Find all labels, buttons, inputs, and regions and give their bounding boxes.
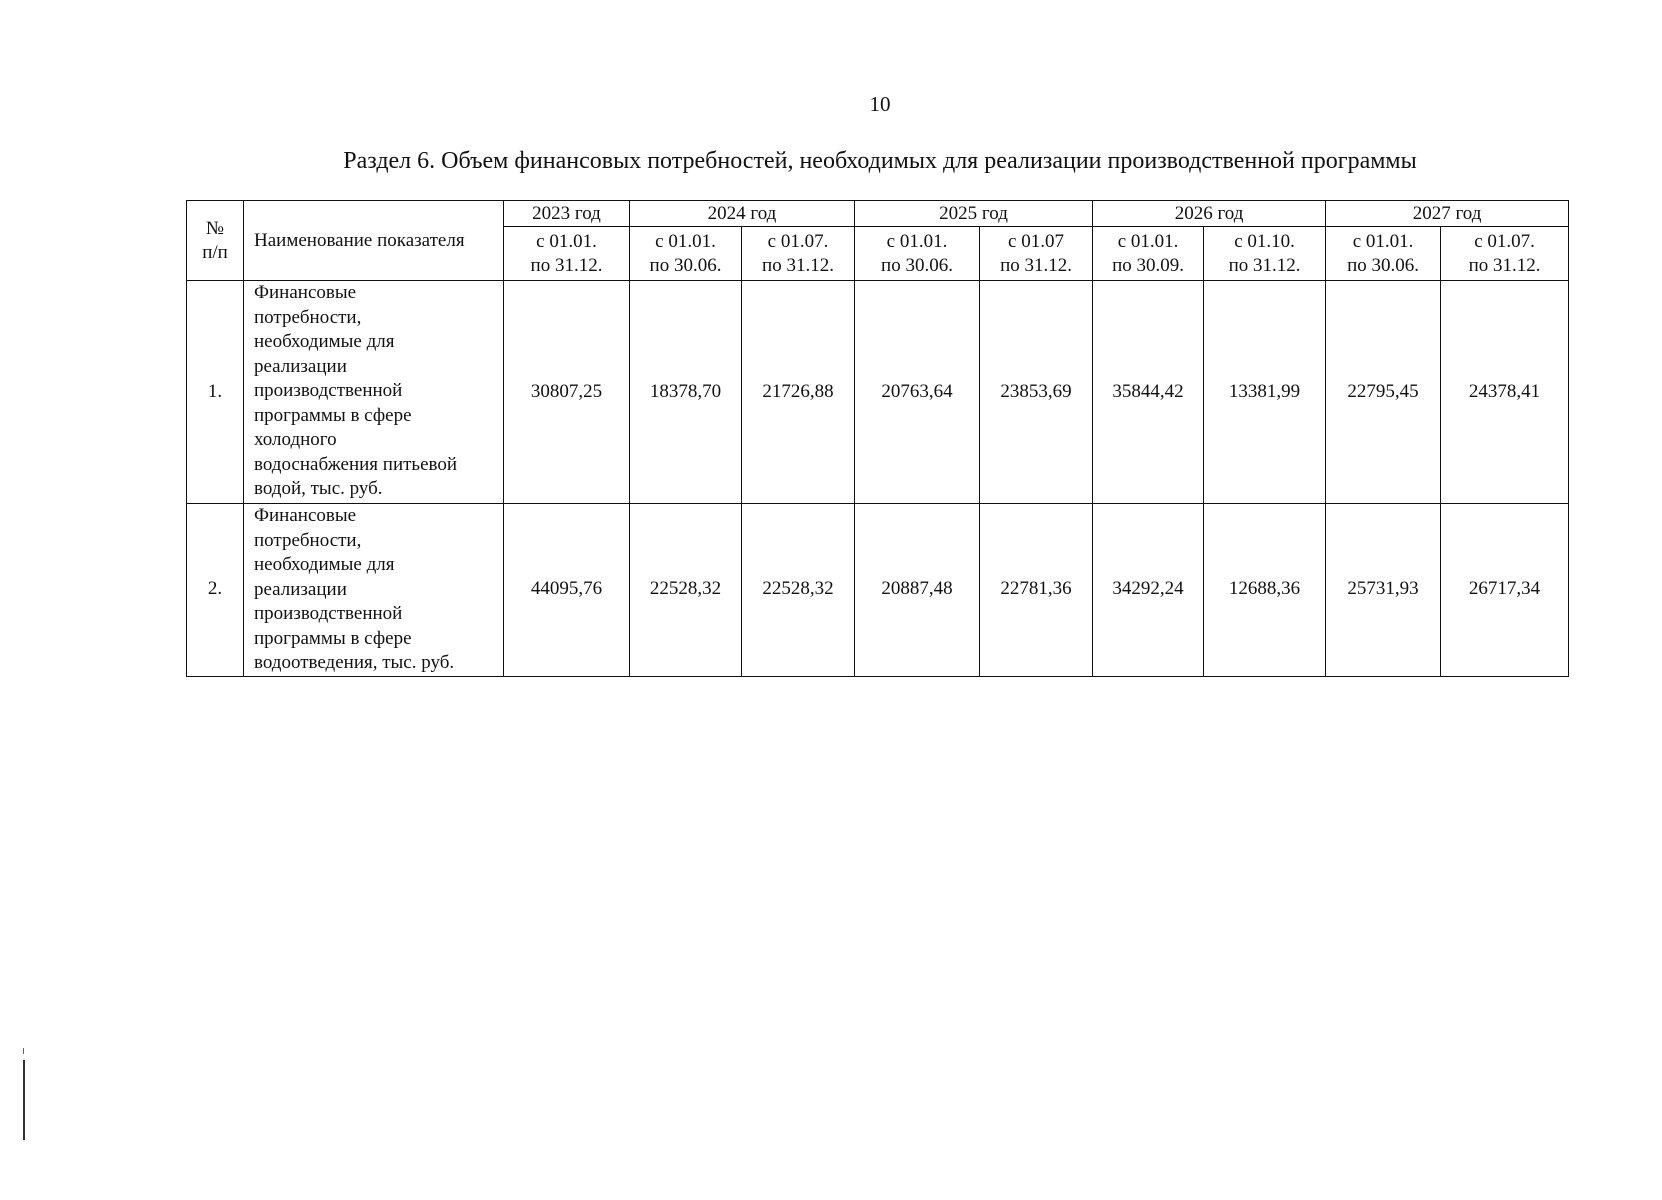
scan-margin-line xyxy=(23,1060,25,1140)
period-start: с 01.01. xyxy=(536,230,597,252)
indicator-name-line: холодного xyxy=(254,429,337,450)
indicator-name-line: реализации xyxy=(254,578,347,600)
value-cell: 26717,34 xyxy=(1441,504,1569,677)
period-start: с 01.07 xyxy=(1008,230,1064,252)
row-number: 1. xyxy=(187,281,244,504)
period-start: с 01.01. xyxy=(1352,230,1414,252)
period-start: с 01.07. xyxy=(767,230,829,252)
indicator-name-column-header: Наименование показателя xyxy=(244,201,504,281)
indicator-name-line: реализации xyxy=(254,355,347,377)
value-cell: 22795,45 xyxy=(1326,281,1441,504)
value-cell: 13381,99 xyxy=(1204,281,1326,504)
value-cell: 18378,70 xyxy=(630,281,742,504)
period-header xyxy=(1093,227,1204,281)
number-header-line: № xyxy=(205,217,225,239)
value-cell: 12688,36 xyxy=(1204,504,1326,677)
indicator-name-line: потребности, xyxy=(254,306,362,328)
year-header-2027: 2027 год xyxy=(1326,201,1569,227)
table-row xyxy=(187,281,1569,504)
number-column-header xyxy=(187,201,244,281)
period-header xyxy=(1441,227,1569,281)
period-start: с 01.01. xyxy=(886,230,948,252)
value-cell: 22528,32 xyxy=(630,504,742,677)
period-header xyxy=(630,227,742,281)
indicator-name-line: производственной xyxy=(254,603,403,624)
period-end: по 30.06. xyxy=(881,254,953,276)
indicator-name-line: потребности, xyxy=(254,529,362,551)
indicator-name-line: программы в сфере xyxy=(254,404,412,426)
period-end: по 31.12. xyxy=(1000,254,1072,276)
year-header-row xyxy=(187,201,1569,227)
period-end: по 31.12. xyxy=(1468,254,1541,276)
period-end: по 31.12. xyxy=(762,254,834,276)
table-row xyxy=(187,504,1569,677)
indicator-name xyxy=(244,504,504,677)
indicator-name xyxy=(244,281,504,504)
financial-needs-table-container xyxy=(186,200,1548,677)
value-cell: 35844,42 xyxy=(1093,281,1204,504)
scan-margin-mark xyxy=(23,1048,24,1054)
period-end: по 30.06. xyxy=(1347,254,1419,276)
value-cell: 21726,88 xyxy=(742,281,855,504)
period-start: с 01.01. xyxy=(655,230,716,252)
year-header-2026: 2026 год xyxy=(1093,201,1326,227)
period-header xyxy=(855,227,980,281)
period-end: по 30.09. xyxy=(1112,254,1184,276)
value-cell: 24378,41 xyxy=(1441,281,1569,504)
year-header-2023: 2023 год xyxy=(504,201,630,227)
indicator-name-line: производственной xyxy=(254,380,403,401)
period-start: с 01.07. xyxy=(1474,230,1535,252)
value-cell: 20887,48 xyxy=(855,504,980,677)
indicator-name-line: водоотведения, тыс. руб. xyxy=(254,652,455,673)
value-cell: 44095,76 xyxy=(504,504,630,677)
value-cell: 20763,64 xyxy=(855,281,980,504)
period-end: по 30.06. xyxy=(649,254,722,276)
indicator-name-line: Финансовые xyxy=(254,505,357,526)
indicator-name-line: необходимые для xyxy=(254,554,395,575)
period-start: с 01.01. xyxy=(1117,230,1179,252)
value-cell: 22781,36 xyxy=(980,504,1093,677)
financial-needs-table xyxy=(186,200,1569,677)
period-end: по 31.12. xyxy=(1228,254,1301,276)
indicator-name-line: водой, тыс. руб. xyxy=(254,478,383,499)
period-header xyxy=(1326,227,1441,281)
period-header xyxy=(742,227,855,281)
row-number: 2. xyxy=(187,504,244,677)
page-number: 10 xyxy=(869,92,891,116)
value-cell: 30807,25 xyxy=(504,281,630,504)
period-header xyxy=(980,227,1093,281)
value-cell: 34292,24 xyxy=(1093,504,1204,677)
number-header-line: п/п xyxy=(202,241,228,263)
period-header xyxy=(504,227,630,281)
indicator-name-line: Финансовые xyxy=(254,282,357,303)
period-header xyxy=(1204,227,1326,281)
year-header-2024: 2024 год xyxy=(630,201,855,227)
year-header-2025: 2025 год xyxy=(855,201,1093,227)
value-cell: 25731,93 xyxy=(1326,504,1441,677)
section-title: Раздел 6. Объем финансовых потребностей, необходимых для реализации производственной программы xyxy=(343,148,1417,174)
indicator-name-line: необходимые для xyxy=(254,331,395,352)
period-start: с 01.10. xyxy=(1234,230,1295,252)
indicator-name-line: программы в сфере xyxy=(254,627,412,649)
value-cell: 23853,69 xyxy=(980,281,1093,504)
indicator-name-line: водоснабжения питьевой xyxy=(254,453,458,475)
value-cell: 22528,32 xyxy=(742,504,855,677)
period-end: по 31.12. xyxy=(530,254,603,276)
